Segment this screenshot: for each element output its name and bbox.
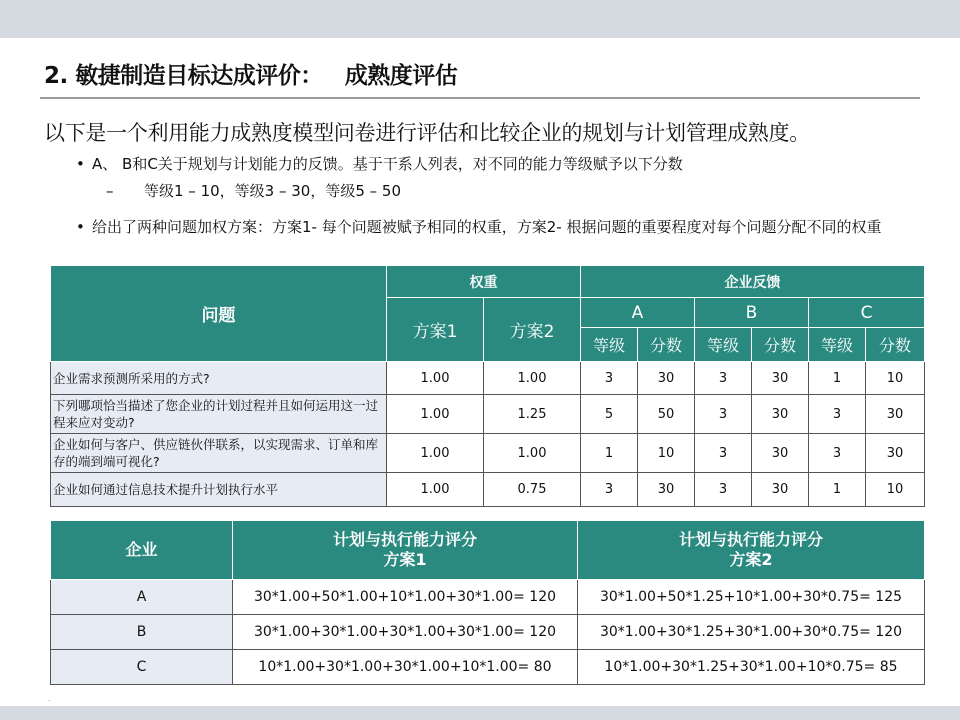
b-level-cell: 3	[695, 473, 752, 507]
table-row	[51, 362, 925, 395]
b-score-cell: 30	[752, 434, 809, 473]
score-plan2-cell: 30*1.00+50*1.25+10*1.00+30*0.75= 125	[578, 580, 925, 615]
table-row	[51, 434, 925, 473]
c-score-cell: 10	[866, 473, 925, 507]
bullet-dot: •	[76, 155, 85, 173]
table-row	[51, 395, 925, 434]
c-level-cell: 3	[809, 434, 866, 473]
table-row	[51, 615, 925, 650]
header-score-plan2-line1: 计划与执行能力评分	[678, 530, 823, 549]
header-score-plan2	[578, 521, 925, 580]
question-cell: 下列哪项恰当描述了您企业的计划过程并且如何运用这一过程来应对变动?	[51, 395, 387, 434]
header-question: 问题	[51, 266, 387, 362]
header-score-plan1-line1: 计划与执行能力评分	[332, 530, 477, 549]
top-band	[0, 0, 960, 38]
header-weight: 权重	[387, 266, 581, 298]
header-company-b: B	[695, 298, 809, 328]
a-level-cell: 3	[581, 473, 638, 507]
title-divider	[40, 97, 920, 99]
a-score-cell: 10	[638, 434, 695, 473]
company-cell: A	[51, 580, 233, 615]
table-row	[51, 473, 925, 507]
score-plan1-cell: 10*1.00+30*1.00+30*1.00+10*1.00= 80	[233, 650, 578, 685]
score-plan1-cell: 30*1.00+30*1.00+30*1.00+30*1.00= 120	[233, 615, 578, 650]
footnote-mark: .	[48, 696, 50, 703]
b-score-cell: 30	[752, 362, 809, 395]
weight-plan1-cell: 1.00	[387, 395, 484, 434]
bullet-levels	[106, 180, 402, 202]
weight-plan1-cell: 1.00	[387, 362, 484, 395]
header-company-c: C	[809, 298, 925, 328]
bullet-weighting	[76, 216, 922, 238]
header-level: 等级	[809, 328, 866, 362]
a-score-cell: 30	[638, 362, 695, 395]
header-score: 分数	[866, 328, 925, 362]
c-level-cell: 3	[809, 395, 866, 434]
weight-plan1-cell: 1.00	[387, 473, 484, 507]
header-score: 分数	[638, 328, 695, 362]
a-score-cell: 50	[638, 395, 695, 434]
page-title	[44, 57, 457, 90]
assessment-table	[50, 265, 925, 507]
weight-plan2-cell: 1.00	[484, 362, 581, 395]
c-score-cell: 30	[866, 434, 925, 473]
bottom-band	[0, 706, 960, 720]
header-level: 等级	[695, 328, 752, 362]
header-company: 企业	[51, 521, 233, 580]
header-plan1: 方案1	[387, 298, 484, 362]
page-title-sub: 成熟度评估	[344, 63, 458, 89]
header-company-a: A	[581, 298, 695, 328]
bullet-feedback	[76, 153, 683, 175]
question-cell: 企业需求预测所采用的方式?	[51, 362, 387, 395]
question-cell: 企业如何通过信息技术提升计划执行水平	[51, 473, 387, 507]
page-title-main: 2. 敏捷制造目标达成评价：	[44, 63, 323, 89]
bullet-dash: –	[106, 182, 114, 200]
weight-plan2-cell: 1.00	[484, 434, 581, 473]
table-row	[51, 580, 925, 615]
bullet-feedback-text: A、 B和C关于规划与计划能力的反馈。基于干系人列表，对不同的能力等级赋予以下分数	[92, 155, 683, 173]
score-plan2-cell: 30*1.00+30*1.25+30*1.00+30*0.75= 120	[578, 615, 925, 650]
b-level-cell: 3	[695, 362, 752, 395]
a-level-cell: 1	[581, 434, 638, 473]
score-plan1-cell: 30*1.00+50*1.00+10*1.00+30*1.00= 120	[233, 580, 578, 615]
score-plan2-cell: 10*1.00+30*1.25+30*1.00+10*0.75= 85	[578, 650, 925, 685]
c-level-cell: 1	[809, 473, 866, 507]
header-score-plan1-line2: 方案1	[383, 550, 427, 569]
company-cell: B	[51, 615, 233, 650]
a-level-cell: 3	[581, 362, 638, 395]
c-score-cell: 10	[866, 362, 925, 395]
bullet-levels-text: 等级1 – 10，等级3 – 30，等级5 – 50	[144, 182, 402, 200]
header-score: 分数	[752, 328, 809, 362]
a-level-cell: 5	[581, 395, 638, 434]
company-cell: C	[51, 650, 233, 685]
bullet-dot: •	[76, 218, 85, 236]
c-level-cell: 1	[809, 362, 866, 395]
b-score-cell: 30	[752, 473, 809, 507]
weight-plan2-cell: 0.75	[484, 473, 581, 507]
lead-text: 以下是一个利用能力成熟度模型问卷进行评估和比较企业的规划与计划管理成熟度。	[44, 121, 810, 145]
b-score-cell: 30	[752, 395, 809, 434]
weight-plan1-cell: 1.00	[387, 434, 484, 473]
header-score-plan2-line2: 方案2	[729, 550, 773, 569]
bullet-weighting-text: 给出了两种问题加权方案：方案1- 每个问题被赋予相同的权重，方案2- 根据问题的重要程度对每个问题分配不同的权重	[92, 218, 882, 236]
b-level-cell: 3	[695, 434, 752, 473]
header-score-plan1	[233, 521, 578, 580]
weight-plan2-cell: 1.25	[484, 395, 581, 434]
question-cell: 企业如何与客户、供应链伙伴联系，以实现需求、订单和库存的端到端可视化?	[51, 434, 387, 473]
header-plan2: 方案2	[484, 298, 581, 362]
header-feedback: 企业反馈	[581, 266, 925, 298]
c-score-cell: 30	[866, 395, 925, 434]
table-row	[51, 650, 925, 685]
header-level: 等级	[581, 328, 638, 362]
score-table	[50, 520, 925, 685]
b-level-cell: 3	[695, 395, 752, 434]
a-score-cell: 30	[638, 473, 695, 507]
